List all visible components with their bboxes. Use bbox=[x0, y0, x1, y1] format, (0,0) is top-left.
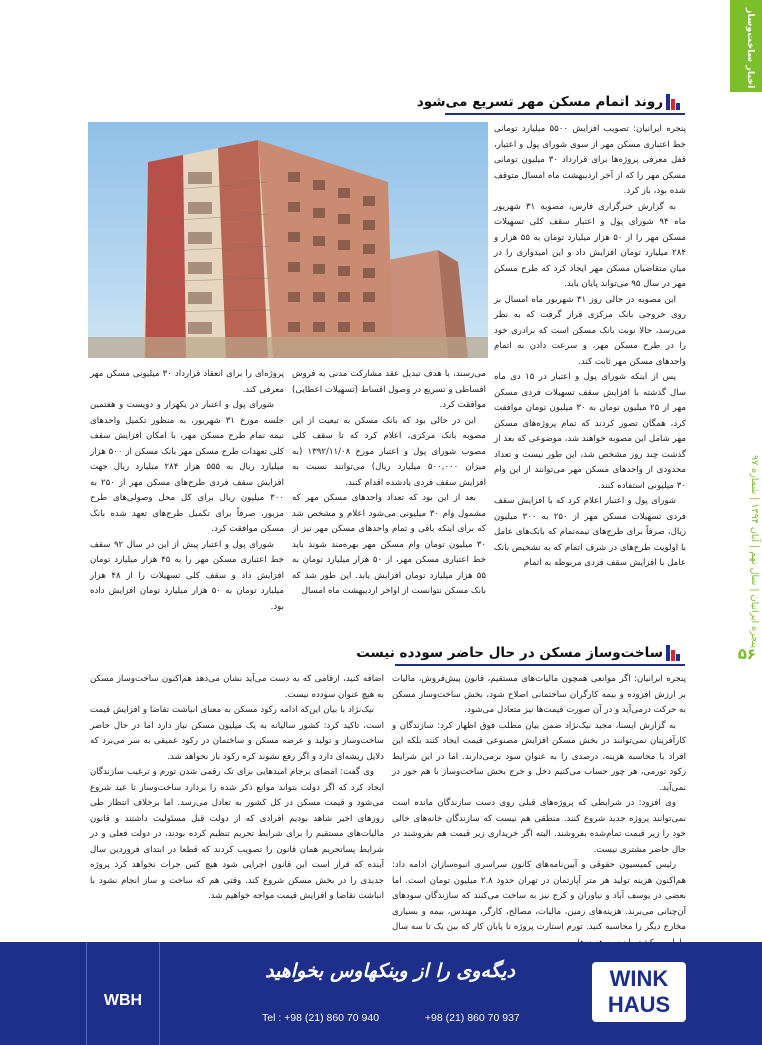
paragraph: پروژه‌ای را برای انعقاد قرارداد ۳۰ میلیونی مسکن مهر معرفی کند. bbox=[90, 369, 285, 395]
title-underline bbox=[395, 664, 685, 666]
section-tab-label: اخبار ساخت‌وساز bbox=[745, 8, 756, 89]
building-photo bbox=[88, 122, 488, 358]
winkhaus-logo bbox=[592, 962, 686, 1022]
paragraph: شورای پول و اعتبار پیش از این در سال ۹۲ سقف خط اعتباری مسکن مهر را به ۴۵ هزار میلیارد تومان افزایش داد و سقف کلی تسهیلات را از ۴۸ هزار میلیارد تومان به ۵۰ هزار میلیارد تومان افزایش داده بود. bbox=[90, 539, 284, 612]
paragraph: این در حالی بود که بانک مسکن به تبعیت از این مصوبه بانک مرکزی، اعلام کرد که تا سقف کلی مصوب شورای پول و اعتبار مورخ ۱۳۹۲/۱۱/۰۸ (به میزان ۵۰۰,۰۰۰ میلیارد ریال) می‌توانند نسبت به افزایش سقف فردی یادشده اقدام کنند. bbox=[292, 415, 486, 488]
article1-column-left bbox=[90, 367, 284, 615]
article1-column-right bbox=[494, 122, 686, 572]
article1-column-middle bbox=[292, 367, 486, 600]
advertisement-banner[interactable] bbox=[0, 942, 762, 1045]
paragraph: رئیس کمیسیون حقوقی و آیین‌نامه‌های کانون سراسری انبوه‌سازان ادامه داد: هم‌اکنون هزینه تولید هر متر آپارتمان در تهران حدود ۲.۸ میلیون تومان است. اما بعضی در یوسف آباد و نیاوران و کرج نیز به ساخت می‌کنند که سازندگان سودهای آن‌چنانی می‌برند. هزینه‌های زمین، مالیات، مصالح، کارگر، مهندس، بیمه و بسیاری مخارج دیگر را محاسبه کنید. تورم استارت پروژه تا پایان کار که بین یک تا سه سال bbox=[392, 860, 686, 932]
article2-column-right bbox=[392, 672, 686, 951]
phone-number: +98 (21) 860 70 937 bbox=[424, 1012, 520, 1024]
title-underline bbox=[445, 113, 685, 115]
page-number: ۵۶ bbox=[737, 645, 756, 663]
paragraph: بعد از این بود که تعداد واحدهای مسکن مهر که مشمول وام ۳۰ میلیونی می‌شود اعلام و مشخص شد که برای اینکه باقی و تمام واحدهای مسکن مهر نیز از ۳۰ میلیون تومان وام مسکن مهر بهره‌مند شوند باید خط اعتباری مسکن مهر، از ۵۰ هزار میلیارد تومان به ۵۵ هزار میلیارد تومان افزایش یابد. این طور شد که بانک مسکن نتوانست از اواخر اردیبهشت ماه امسال bbox=[292, 493, 486, 596]
paragraph: نیک‌نژاد با بیان این‌که ادامه رکود مسکن به معنای انباشت تقاضا و افزایش قیمت است، تاکید کرد: کشور سالیانه به یک میلیون مسکن نیاز دارد اما در حال حاضر ساخت‌وساز و تولید و عرضه مسکن و ساختمان در رکود عمیقی به سر می‌برد که دلایل ریشه‌ای دارد و اگر رفع نشوند کره رکود باز نخواهد شد. bbox=[90, 705, 384, 762]
building-bars-icon bbox=[666, 645, 680, 661]
phone-number: Tel : +98 (21) 860 70 940 bbox=[262, 1012, 380, 1024]
paragraph: به گزارش خبرگزاری فارس، مصوبه ۳۱ شهریور ماه ۹۴ شورای پول و اعتبار سقف کلی تسهیلات مسکن مهر را از ۵۰ هزار میلیارد تومان به ۵۵ هزار و ۲۸۴ میلیارد تومان افزایش داد و این امیدواری را در میان متقاضیان مسکن مهر ایجاد کرد که طرح مسکن مهر در سال ۹۵ می‌تواند پایان یابد. bbox=[494, 201, 686, 289]
paragraph: اضافه کنید، ارقامی که به دست می‌آید نشان می‌دهد هم‌اکنون ساخت‌وساز مسکن به هیچ عنوان سودده نیست. bbox=[90, 674, 384, 700]
article2-title: ساخت‌وساز مسکن در حال حاضر سودده نیست bbox=[356, 645, 663, 661]
paragraph: وی گفت: امضای برجام امیدهایی برای تک رقمی شدن تورم و ترغیب سازندگان ایجاد کرد که اگر دولت بتواند موانع ذکر شده را بردارد ساخت‌وساز تا عید شروع می‌شود و قیمت مسکن در کل کشور به تعادل می‌رسد. اما برخلاف انتظار طی روزهای اخیر شاهد بودیم افرادی که از دولت قبل مسئولیت داشتند و قانون مالیات‌های مستقیم را برای شرایط تحریم تنظیم کرده بودند، در دولت فعلی و در شرایط پساتحریم همان قانون را تصویب کردند که قطعا در ابتدای فروردین سال آینده که قرار است این قانون اجرایی شود هیچ کس جرات نخواهد کرد پروژه جدیدی را در بخش مسکن شروع کند. وقتی هم که ساخت و ساز انجام نشود با انباشت تقاضا و افزایش قیمت مواجه خواهیم شد. bbox=[90, 767, 384, 901]
paragraph: پنجره ایرانیان: تصویب افزایش ۵۵۰۰ میلیارد تومانی خط اعتباری مسکن مهر از سوی شورای پول و اعتبار، قفل معرفی پروژه‌ها برای قرارداد ۳۰ میلیون تومانی مسکن مهر را که از آخر اردیبهشت ماه امسال متوقف شده بود، باز کرد. bbox=[494, 124, 686, 196]
ad-phone-line bbox=[262, 1012, 520, 1024]
article2-column-left bbox=[90, 672, 384, 905]
paragraph: شورای پول و اعتبار اعلام کرد که با افزایش سقف فردی تسهیلات مسکن مهر از ۲۵۰ به ۳۰۰ میلیون ریال، صرفاً برای طرح‌های نیمه‌تمام که بانک‌های عامل با اولویت طرح‌های در شرف اتمام که به تشخیص بانک عامل با افزایش سقف فردی مربوطه به اتمام bbox=[494, 496, 686, 568]
paragraph: وی افزود: در شرایطی که پروژه‌های قبلی روی دست سازندگان مانده است نمی‌توانند پروژه جدید شروع کنند. منطقی هم نیست که سازندگان خانه‌های خالی خود را زیر قیمت تمام‌شده بفروشند. البته اگر خریداری زیر قیمت هم بفروشند در حال حاضر مشتری نیست. bbox=[392, 798, 686, 855]
issue-info: پنجره ایرانیان | سال نهم | آبان ۱۳۹۴ | شماره ۹۷ bbox=[749, 455, 760, 649]
paragraph: به گزارش ایسنا، مجید نیک‌نژاد ضمن بیان مطلب فوق اظهار کرد: سازندگان و کارآفرینان نمی‌توانند در بخش مسکن افزایش مصنوعی قیمت ایجاد کنند بلکه این افراد با محاسبه هزینه، درصدی را به عنوان سود برمی‌دارند. اما در این شرایط رکود تورمی، هر چور حساب می‌کنیم دخل و خرج بخش ساخت‌وساز با هم جور در نمی‌آید. bbox=[392, 720, 686, 793]
paragraph: می‌رسند، با هدف تبدیل عقد مشارکت مدنی به فروش اقساطی و تسریع در وصول اقساط (تسهیلات اعطایی) موافقت کرد. bbox=[292, 369, 486, 410]
winkhaus-logo-line1: WINK bbox=[609, 966, 669, 991]
paragraph: پس از اینکه شورای پول و اعتبار در ۱۵ دی ماه سال گذشته با افزایش سقف تسهیلات فردی مسکن مهر از ۲۵ میلیون تومان به ۳۰ میلیون تومان موافقت کرد، همگان تصور کردند که تمام پروژه‌های مسکن مهر شامل این مصوبه خواهند شد، موضوعی که بعد از گذشت چند روز مشخص شد، این طور نیست و تعداد محدودی از واحدهای مسکن مهر می‌توانند از این وام ۳۰ میلیونی استفاده کنند. bbox=[494, 372, 686, 491]
paragraph: این مصوبه در حالی روز ۳۱ شهریور ماه امسال بر روی خروجی بانک مرکزی قرار گرفت که به نظر می‌رسد، حالا نوبت بانک مسکن است که برادری خود را در طرح مسکن مهر، و سرعت دادن به اتمام واحدهای مسکن مهر ثابت کند. bbox=[494, 294, 686, 367]
winkhaus-logo-line2: HAUS bbox=[607, 992, 671, 1017]
building-bars-icon bbox=[666, 94, 680, 110]
ad-slogan: دیگه‌وی را از وینکهاوس بخواهید bbox=[265, 960, 515, 982]
wbh-logo-box bbox=[86, 942, 160, 1045]
wbh-logo-text: WBH bbox=[103, 992, 143, 1009]
paragraph: شورای پول و اعتبار در یکهزار و دویست و هفتمین جلسه مورخ ۳۱ شهریور، به منظور تکمیل واحدهای نیمه تمام طرح مسکن مهر، با امکان افزایش سقف کلی تعهدات طرح مسکن مهر بانک مسکن از ۵۰۰ هزار میلیارد ریال به ۵۵۵ هزار ۲۸۴ میلیارد ریال جهت افزایش سقف فردی طرح‌های مسکن مهر از ۲۵۰ به ۳۰۰ میلیون ریال برای کل محل وصولی‌های طرح مزبور، صرفاً برای تکمیل طرح‌های تعهد شده بانک مسکن موافقت کرد. bbox=[90, 400, 284, 534]
paragraph: پنجره ایرانیان: اگر موانعی همچون مالیات‌های مستقیم، قانون پیش‌فروش، مالیات بر ارزش افزوده و بیمه کارگران ساختمانی اصلاح شود، بخش ساخت‌وساز مسکن به حرکت درمی‌آید و در آن صورت قیمت‌ها نیز متعادل می‌شود. bbox=[392, 674, 686, 715]
section-tab bbox=[730, 0, 762, 92]
article1-title: روند اتمام مسکن مهر تسریع می‌شود bbox=[416, 94, 663, 110]
